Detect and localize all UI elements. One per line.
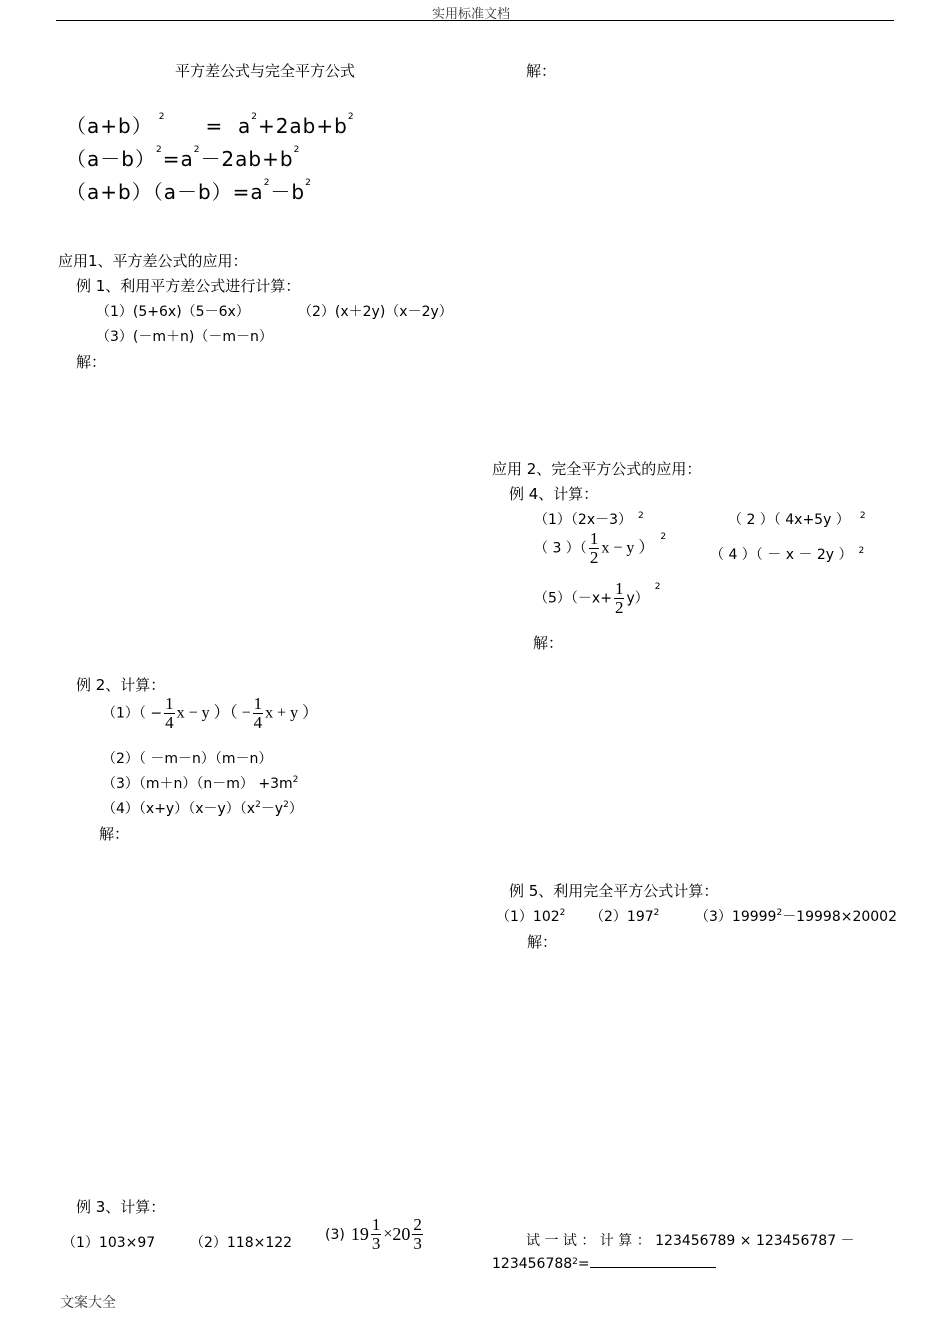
ex5-problem-3-part-b: －19998×20002 bbox=[782, 909, 897, 925]
ex4-problem-4 bbox=[710, 544, 864, 564]
ex3-problem-1: （1）103×97 bbox=[62, 1235, 156, 1251]
top-right-solution-label: 解： bbox=[526, 62, 557, 80]
ex2-problem-4-part-c: ） bbox=[288, 801, 303, 817]
ex4-problem-3-prefix: （ 3 ）（ bbox=[534, 540, 587, 557]
ex4-problem-3 bbox=[534, 530, 666, 567]
page-footer-text: 文案大全 bbox=[60, 1295, 116, 1311]
formula-2-exp: 2 bbox=[155, 145, 163, 155]
ex5-problem-3-part-a: （3）19999 bbox=[695, 909, 777, 925]
mixed-number-whole-1: 19 bbox=[350, 1224, 369, 1244]
formula-1-mid: +2ab+b bbox=[257, 114, 348, 138]
ex4-problem-2-text: （ 2 ）（ 4x+5y ） bbox=[728, 512, 850, 528]
try-it-equals: = bbox=[577, 1256, 590, 1272]
formula-1-a: a bbox=[237, 114, 252, 138]
try-it-number: 123456788 bbox=[492, 1256, 573, 1272]
ex4-problem-5-fraction bbox=[614, 580, 625, 617]
formula-2-b-exp: 2 bbox=[293, 145, 301, 155]
ex1-problem-2: （2）(x＋2y)（x－2y） bbox=[298, 304, 453, 320]
ex5-problem-3 bbox=[695, 906, 897, 926]
ex2-problem-4-part-b: －y bbox=[260, 801, 284, 817]
formula-1-exp: 2 bbox=[158, 112, 166, 122]
ex5-heading: 例 5、利用完全平方公式计算： bbox=[509, 882, 719, 900]
fraction-denominator: 2 bbox=[589, 548, 599, 567]
ex4-problem-1-text: （1）（2x－3） bbox=[534, 512, 633, 528]
ex4-problem-4-text: （ 4 ）（ － x － 2y ） bbox=[710, 547, 853, 563]
page-title: 平方差公式与完全平方公式 bbox=[175, 62, 356, 80]
ex3-problem-3-fraction-1 bbox=[371, 1216, 382, 1253]
ex4-problem-3-exp: 2 bbox=[660, 532, 667, 542]
ex2-problem-4-exp-2: 2 bbox=[283, 800, 289, 810]
app2-heading: 应用 2、完全平方公式的应用： bbox=[492, 460, 702, 478]
ex2-problem-1-fraction-1 bbox=[164, 695, 175, 732]
formula-1-left: （a+b） bbox=[66, 114, 153, 138]
answer-blank bbox=[590, 1255, 716, 1268]
ex2-problem-4 bbox=[102, 798, 303, 818]
ex2-problem-2: （2）（ －m－n）（m－n） bbox=[102, 751, 273, 767]
ex4-heading: 例 4、计算： bbox=[509, 485, 599, 503]
page-header-title: 实用标准文档 bbox=[432, 7, 511, 22]
ex4-problem-3-fraction bbox=[589, 530, 600, 567]
ex3-problem-3-fraction-2 bbox=[412, 1216, 423, 1253]
ex2-problem-4-exp-1: 2 bbox=[255, 800, 261, 810]
formula-3-b-exp: 2 bbox=[305, 178, 312, 188]
fraction-denominator: 4 bbox=[253, 713, 263, 732]
ex4-problem-2 bbox=[728, 509, 866, 529]
formula-1-b-exp: 2 bbox=[347, 112, 355, 122]
formula-1-eq: = bbox=[205, 114, 224, 138]
try-it-exp: 2 bbox=[572, 1257, 578, 1267]
ex5-problem-1 bbox=[496, 906, 565, 926]
ex2-problem-3-text: （3）（m＋n）（n－m） +3m bbox=[102, 776, 293, 792]
ex3-problem-2: （2）118×122 bbox=[190, 1235, 293, 1251]
ex4-problem-5-rest: y） bbox=[626, 590, 649, 607]
ex2-problem-3-exp: 2 bbox=[292, 775, 299, 785]
fraction-numerator: 1 bbox=[165, 694, 174, 713]
formula-difference-of-squares bbox=[66, 176, 312, 205]
ex1-solution-label: 解： bbox=[76, 353, 107, 371]
ex2-solution-label: 解： bbox=[99, 825, 130, 843]
try-it-line-2 bbox=[492, 1255, 716, 1272]
header-rule bbox=[56, 20, 894, 21]
formula-2-eq: =a bbox=[162, 147, 194, 171]
ex3-heading: 例 3、计算： bbox=[76, 1198, 166, 1216]
fraction-denominator: 4 bbox=[165, 713, 174, 732]
ex4-solution-label: 解： bbox=[533, 634, 564, 652]
fraction-numerator: 1 bbox=[589, 529, 599, 548]
ex3-problem-3-prefix: (3) bbox=[325, 1226, 345, 1243]
times-sign: × bbox=[383, 1225, 393, 1243]
ex5-problem-2-text: （2）197 bbox=[590, 909, 654, 925]
fraction-denominator: 3 bbox=[371, 1234, 381, 1253]
ex2-problem-3 bbox=[102, 773, 298, 793]
formula-3-mid: －b bbox=[270, 180, 306, 204]
ex4-problem-5-prefix: （5）（－x+ bbox=[534, 590, 612, 607]
formula-2-left: （a－b） bbox=[66, 147, 156, 171]
ex1-heading: 例 1、利用平方差公式进行计算： bbox=[76, 277, 301, 295]
ex5-problem-3-exp: 2 bbox=[776, 908, 783, 918]
ex2-heading: 例 2、计算： bbox=[76, 676, 166, 694]
ex2-problem-1-fraction-2 bbox=[253, 695, 264, 732]
ex5-problem-1-exp: 2 bbox=[559, 908, 566, 918]
ex2-problem-1-mid: x − y ）（ − bbox=[176, 704, 251, 722]
ex4-problem-5-exp: 2 bbox=[654, 582, 661, 592]
ex4-problem-4-exp: 2 bbox=[858, 546, 865, 556]
ex2-problem-4-part-a: （4）（x+y）（x－y）（x bbox=[102, 801, 256, 817]
try-it-line-1: 试 一 试 ： 计 算 ： 123456789 × 123456787 － bbox=[526, 1233, 855, 1249]
ex5-solution-label: 解： bbox=[527, 933, 558, 951]
formula-2-mid: －2ab+b bbox=[200, 147, 294, 171]
formula-3-a-exp: 2 bbox=[263, 178, 271, 188]
formula-square-of-sum bbox=[66, 110, 355, 139]
formula-2-a-exp: 2 bbox=[193, 145, 201, 155]
formula-3-left: （a+b）（a－b） bbox=[66, 180, 233, 204]
formula-square-of-difference bbox=[66, 143, 300, 172]
mixed-number-whole-2: 20 bbox=[392, 1224, 411, 1244]
ex2-problem-1 bbox=[102, 695, 318, 732]
ex4-problem-2-exp: 2 bbox=[859, 511, 866, 521]
ex2-problem-1-rest: x + y ） bbox=[265, 704, 319, 722]
fraction-numerator: 1 bbox=[253, 694, 263, 713]
ex5-problem-1-text: （1）102 bbox=[496, 909, 560, 925]
formula-3-eq: =a bbox=[232, 180, 264, 204]
app1-heading: 应用1、平方差公式的应用： bbox=[58, 252, 248, 270]
ex3-problem-3 bbox=[325, 1216, 425, 1253]
ex5-problem-2 bbox=[590, 906, 659, 926]
fraction-denominator: 3 bbox=[413, 1234, 422, 1253]
ex4-problem-1-exp: 2 bbox=[638, 511, 644, 521]
ex2-problem-1-prefix: （1）（ − bbox=[102, 705, 163, 722]
fraction-numerator: 1 bbox=[371, 1215, 381, 1234]
ex5-problem-2-exp: 2 bbox=[653, 908, 660, 918]
ex1-problem-1: （1）(5+6x)（5－6x） bbox=[96, 304, 250, 320]
ex1-problem-3: （3）(－m＋n)（－m－n） bbox=[96, 329, 273, 345]
fraction-denominator: 2 bbox=[614, 598, 624, 617]
ex4-problem-5 bbox=[534, 580, 660, 617]
fraction-numerator: 1 bbox=[614, 579, 624, 598]
formula-1-a-exp: 2 bbox=[251, 112, 258, 122]
fraction-numerator: 2 bbox=[413, 1215, 422, 1234]
ex4-problem-3-rest: x − y ） bbox=[601, 539, 655, 557]
ex4-problem-1 bbox=[534, 509, 644, 529]
